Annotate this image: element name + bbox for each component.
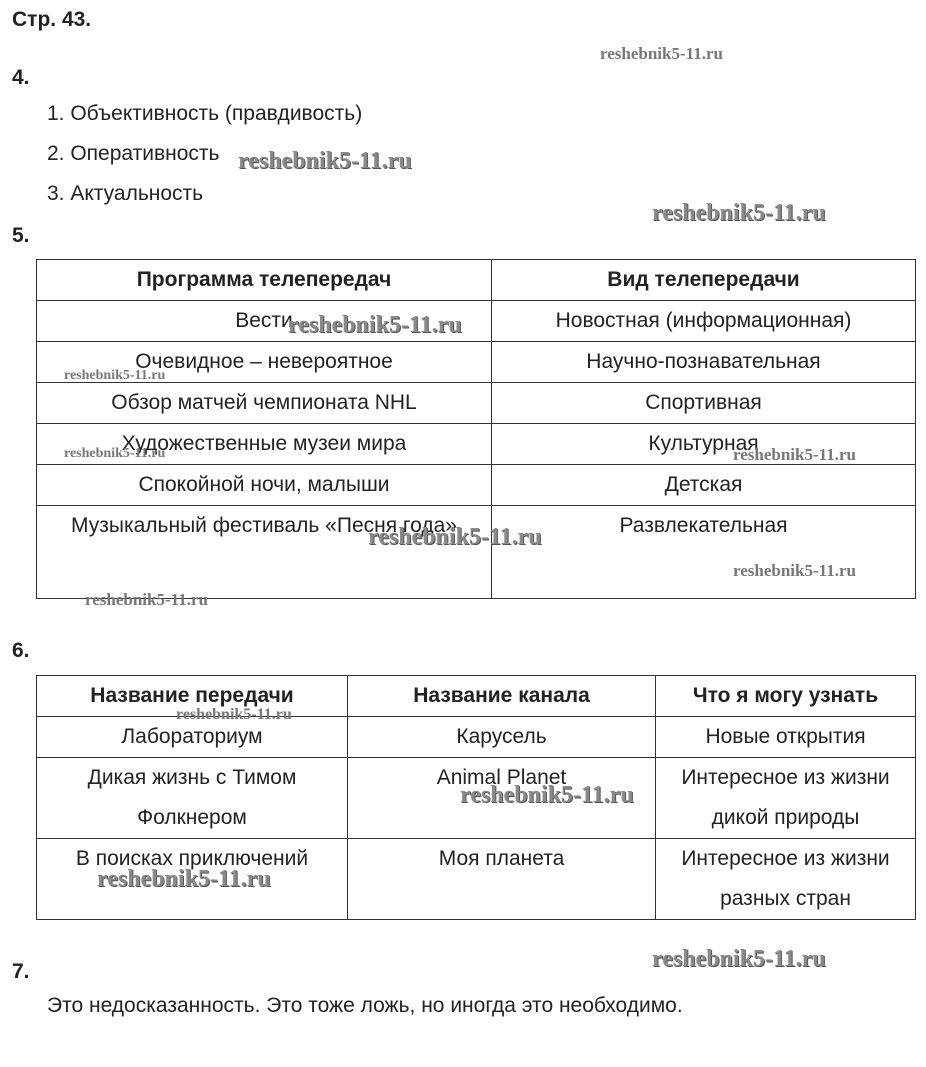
watermark: reshebnik5-11.ru: [288, 312, 462, 338]
watermark: reshebnik5-11.ru: [600, 44, 723, 63]
watermark: reshebnik5-11.ru: [85, 590, 208, 609]
section-7-answer: Это недосказанность. Это тоже ложь, но иногда это необходимо.: [47, 994, 683, 1017]
table-cell: Развлекательная: [492, 506, 916, 599]
table-row: [37, 465, 916, 506]
section-4-number: 4.: [12, 66, 30, 89]
watermark: reshebnik5-11.ru: [97, 866, 271, 892]
list-item: 3. Актуальность: [47, 182, 204, 205]
table-row: [37, 717, 916, 758]
table-cell: Спокойной ночи, малыши: [37, 465, 492, 506]
column-header: Название передачи: [37, 676, 348, 717]
table-cell: Дикая жизнь с Тимом Фолкнером: [37, 758, 348, 839]
table-cell: Интересное из жизни дикой природы: [656, 758, 916, 839]
table-cell: Художественные музеи мира: [37, 424, 492, 465]
table-row: [37, 301, 916, 342]
table-cell: Лабораториум: [37, 717, 348, 758]
section-5-number: 5.: [12, 224, 30, 247]
table-cell: Моя планета: [348, 839, 656, 920]
watermark: reshebnik5-11.ru: [460, 782, 634, 808]
table-cell: Новостная (информационная): [492, 301, 916, 342]
table-row: [37, 342, 916, 383]
watermark: reshebnik5-11.ru: [176, 706, 292, 723]
watermark: reshebnik5-11.ru: [64, 446, 166, 461]
table-header-row: [37, 260, 916, 301]
list-item: 1. Объективность (правдивость): [47, 102, 363, 125]
table-cell: Интересное из жизни разных стран: [656, 839, 916, 920]
table-cell: Культурная: [492, 424, 916, 465]
table-cell: Обзор матчей чемпионата NHL: [37, 383, 492, 424]
column-header: Что я могу узнать: [656, 676, 916, 717]
table-cell: Детская: [492, 465, 916, 506]
table-cell: Музыкальный фестиваль «Песня года»: [37, 506, 492, 599]
table-row: [37, 506, 916, 599]
watermark: reshebnik5-11.ru: [733, 561, 856, 580]
table-cell: Вести: [37, 301, 492, 342]
table-cell: В поисках приключений: [37, 839, 348, 920]
column-header: Название канала: [348, 676, 656, 717]
watermark: reshebnik5-11.ru: [368, 524, 542, 550]
watermark: reshebnik5-11.ru: [238, 148, 412, 174]
section-7-number: 7.: [12, 960, 30, 983]
column-header: Программа телепередач: [37, 260, 492, 301]
table-cell: Новые открытия: [656, 717, 916, 758]
table-cell: Animal Planet: [348, 758, 656, 839]
watermark: reshebnik5-11.ru: [64, 368, 166, 383]
table-cell: Очевидное – невероятное: [37, 342, 492, 383]
list-item: 2. Оперативность: [47, 142, 220, 165]
table-row: [37, 383, 916, 424]
watermark: reshebnik5-11.ru: [652, 946, 826, 972]
section-6-number: 6.: [12, 639, 30, 662]
table-cell: Научно-познавательная: [492, 342, 916, 383]
table-header-row: [37, 676, 916, 717]
watermark: reshebnik5-11.ru: [733, 445, 856, 464]
table-cell: Спортивная: [492, 383, 916, 424]
table-cell: Карусель: [348, 717, 656, 758]
column-header: Вид телепередачи: [492, 260, 916, 301]
page-title: Стр. 43.: [12, 8, 92, 31]
watermark: reshebnik5-11.ru: [652, 200, 826, 226]
